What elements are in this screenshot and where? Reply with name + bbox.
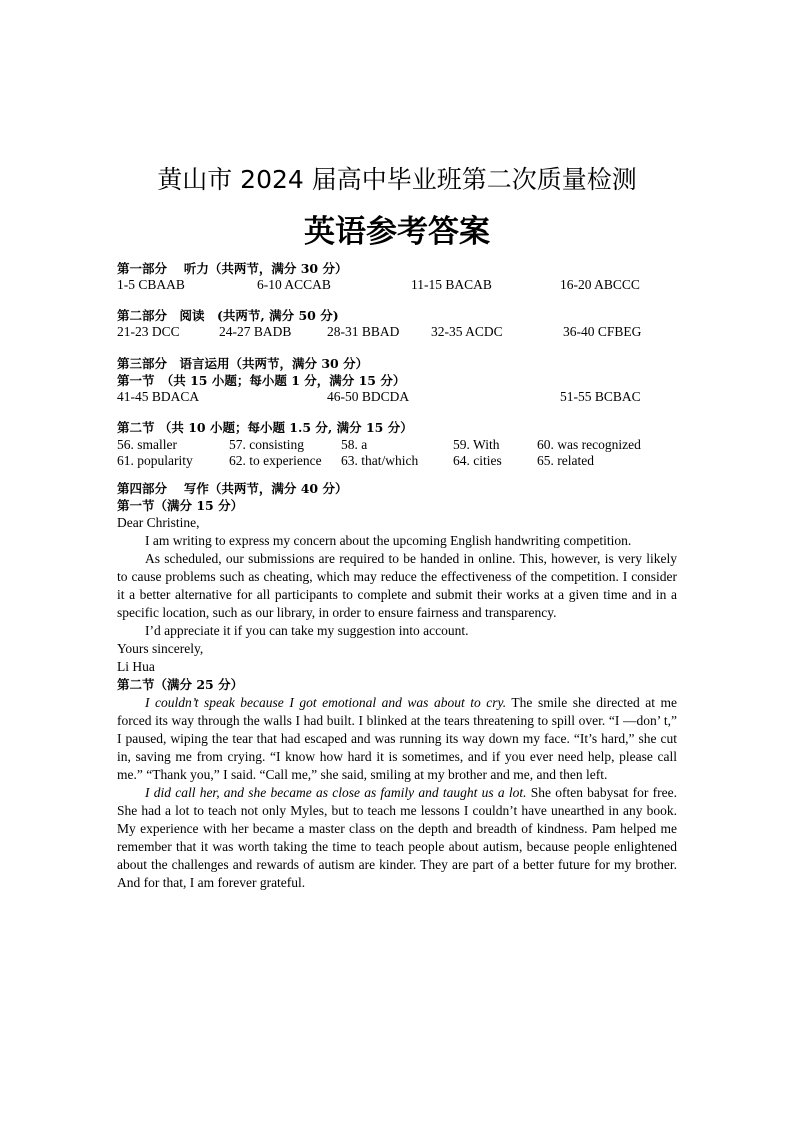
letter-signature: Li Hua	[117, 659, 155, 674]
answer-group: 11-15 BACAB	[411, 277, 492, 292]
answer-group: 36-40 CFBEG	[563, 324, 642, 339]
part2-heading: 第二部分 阅读 (共两节, 满分 50 分)	[117, 308, 339, 323]
part3-section1-heading: 第一节 （共 15 小题；每小题 1 分，满分 15 分）	[117, 373, 406, 388]
letter-paragraph: I am writing to express my concern about the upcoming English handwriting competition.	[145, 533, 632, 548]
answer-key-title: 英语参考答案	[304, 214, 490, 250]
answer-group: 24-27 BADB	[219, 324, 292, 339]
answer-group: 21-23 DCC	[117, 324, 180, 339]
answer-group: 6-10 ACCAB	[257, 277, 331, 292]
story-paragraph-2	[117, 784, 677, 892]
part4-section2-heading: 第二节（满分 25 分）	[117, 677, 244, 692]
letter-salutation: Dear Christine,	[117, 515, 200, 530]
answer-group: 41-45 BDACA	[117, 389, 200, 404]
answer-item: 65. related	[537, 453, 594, 468]
paragraph-body: The smile she directed at me forced its way through the walls I had built. I blinked at the tears threatening to spill over. “I —don’ t,” I paused, wiping the tear that had escaped and was running its way down my face. “It’s hard,” she cut in, saving me from crying. “I know how hard it is sometimes, and if you ever need help, please call me.” “Thank you,” I said. “Call me,” she said, smiling at my brother and me, and then left.	[117, 695, 678, 782]
paragraph-lead-sentence: I did call her, and she became as close as family and taught us a lot.	[145, 785, 527, 800]
answer-item: 60. was recognized	[537, 437, 641, 452]
part3-heading: 第三部分 语言运用（共两节，满分 30 分）	[117, 356, 369, 371]
answer-group: 51-55 BCBAC	[560, 389, 641, 404]
story-paragraph-1	[117, 694, 677, 784]
answer-item: 59. With	[453, 437, 500, 452]
exam-title: 黄山市 2024 届高中毕业班第二次质量检测	[157, 165, 637, 194]
part1-heading: 第一部分 听力（共两节，满分 30 分）	[117, 261, 348, 276]
answer-group: 32-35 ACDC	[431, 324, 503, 339]
answer-item: 57. consisting	[229, 437, 305, 452]
paragraph-lead-sentence: I couldn’t speak because I got emotional and was about to cry.	[145, 695, 507, 710]
paragraph-body: She often babysat for free. She had a lot to teach not only Myles, but to teach me lessons I couldn’t have unearthed in any book. My experience with her became a master class on the depth and breadth of kindness. Pam helped me remember that it was worth taking the time to teach people about autism, because people enlightened about the challenges and rewards of autism are kinder. They are part of a better future for my brother. And for that, I am forever grateful.	[117, 785, 677, 890]
letter-paragraph: As scheduled, our submissions are required to be handed in online. This, however, is very likely to cause problems such as cheating, which may reduce the effectiveness of the competition. I consider it a better alternative for all participants to complete and submit their works at a given time and in a specific location, such as our library, in order to ensure fairness and transparency.	[117, 551, 677, 620]
answer-item: 58. a	[341, 437, 368, 452]
answer-item: 56. smaller	[117, 437, 177, 452]
part3-section2-heading: 第二节 （共 10 小题；每小题 1.5 分, 满分 15 分）	[117, 420, 413, 435]
answer-group: 28-31 BBAD	[327, 324, 400, 339]
letter-paragraph: I’d appreciate it if you can take my suggestion into account.	[145, 623, 469, 638]
answer-item: 63. that/which	[341, 453, 419, 468]
part4-section1-heading: 第一节（满分 15 分）	[117, 498, 244, 513]
answer-item: 64. cities	[453, 453, 502, 468]
answer-group: 46-50 BDCDA	[327, 389, 410, 404]
answer-item: 61. popularity	[117, 453, 193, 468]
answer-group: 16-20 ABCCC	[560, 277, 640, 292]
answer-item: 62. to experience	[229, 453, 322, 468]
answer-group: 1-5 CBAAB	[117, 277, 185, 292]
part4-heading: 第四部分 写作（共两节，满分 40 分）	[117, 481, 348, 496]
letter-closing: Yours sincerely,	[117, 641, 204, 656]
